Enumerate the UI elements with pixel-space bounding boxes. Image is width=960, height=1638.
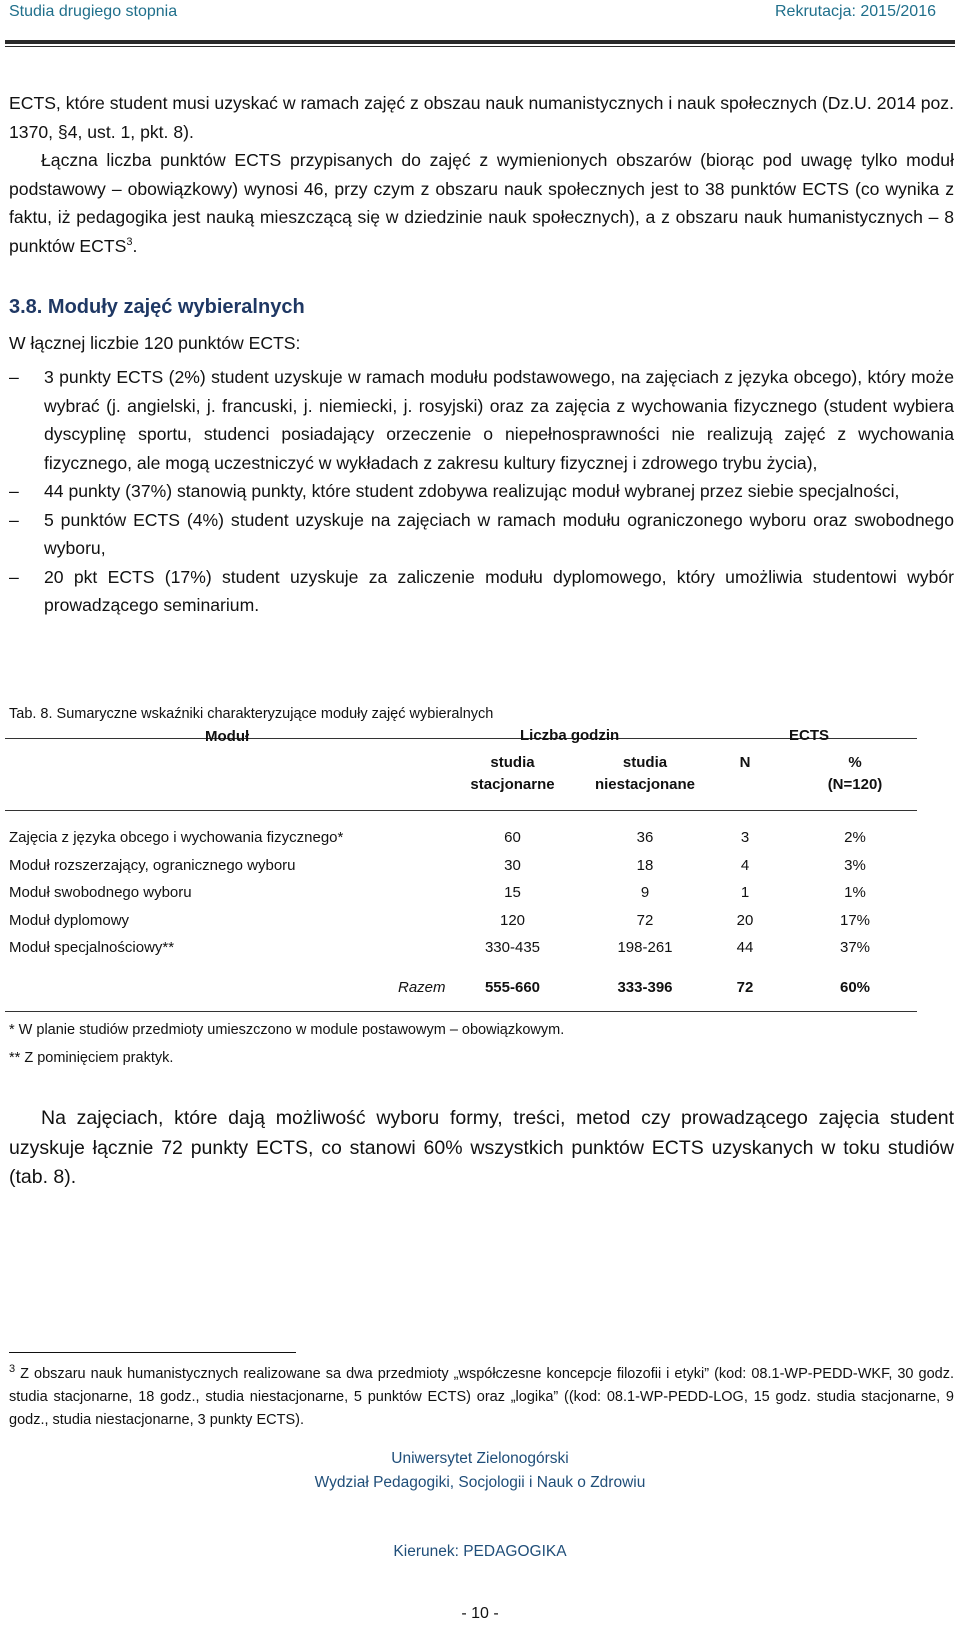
paragraph-ects-areas: ECTS, które student musi uzyskać w ramach zajęć z obszau nauk numanistycznych i nauk społecznych (Dz.U. 2014 poz. 1370, §4, ust. 1, pkt. 8). [9,93,954,142]
row-module-name: Moduł dyplomowy [9,912,130,929]
row-pct: 17% [839,912,871,929]
closing-paragraph: Na zajęciach, które dają możliwość wyboru formy, treści, metod czy prowadzącego zajęcia student uzyskuje łącznie 72 punkty ECTS, co stanowi 60% wszystkich punktów ECTS uzyskanych w toku studiów (tab. 8). [9,1107,954,1188]
header-right-text: Rekrutacja: 2015/2016 [775,3,936,20]
header-pct-1: % [848,754,862,771]
list-item [9,477,954,506]
table-caption: Tab. 8. Sumaryczne wskaźniki charakteryzujące moduły zajęć wybieralnych [9,706,494,722]
footnote [9,1363,954,1432]
header-left-text: Studia drugiego stopnia [9,3,178,20]
bullet-list [9,363,954,620]
footnote-text: Z obszaru nauk humanistycznych realizowane sa dwa przedmioty „współczesne koncepcje filozofii i etyki” (kod: 08.1-WP-PEDD-WKF, 30 godz. studia stacjonarne, 18 godz., studia niestacjonarne, 5 punktów ECTS) oraz „logika” ((kod: 08.1-WP-PEDD-LOG, 15 godz. studia stacjonarne, 9 godz., studia niestacjonarne, 3 punkty ECTS). [9,1366,954,1428]
total-niestac: 333-396 [617,979,673,996]
header-niestac-2: niestacjonane [594,776,696,793]
row-stac: 30 [504,857,521,874]
header-module-text: Moduł [205,728,250,745]
row-n: 4 [740,857,750,874]
dash-bullet-icon: – [9,367,19,387]
total-label: Razem [398,979,446,996]
row-pct: 1% [844,884,866,901]
header-pct-2: (N=120) [827,776,883,793]
row-pct: 3% [844,857,866,874]
row-pct: 37% [839,939,871,956]
footnote-ref[interactable]: 3 [126,235,133,248]
row-module-name: Moduł swobodnego wyboru [9,884,192,901]
page-header [0,0,960,30]
list-item [9,363,954,477]
list-item-text: 44 punkty (37%) stanowią punkty, które student zdobywa realizując moduł wybranej przez siebie specjalności, [44,481,900,501]
header-ects: ECTS [789,727,830,744]
header-hours: Liczba godzin [520,727,620,744]
row-stac: 120 [499,912,526,929]
table-header-rule [5,810,917,811]
row-module-name: Moduł rozszerzający, ogranicznego wyboru [9,857,296,874]
row-n: 20 [736,912,754,929]
row-module-name: Zajęcia z języka obcego i wychowania fizycznego* [9,829,344,846]
section-intro: W łącznej liczbie 120 punktów ECTS: [9,333,301,353]
table-bottom-rule [5,1011,917,1012]
table-top-rule [5,738,917,739]
table-note: * W planie studiów przedmioty umieszczono w module postawowym – obowiązkowym. [9,1022,565,1038]
paragraph-end-dot: . [132,235,138,256]
dash-bullet-icon: – [9,566,19,587]
table-note: ** Z pominięciem praktyk. [9,1050,174,1066]
header-n: N [739,754,751,771]
list-item [9,563,954,620]
row-module-name: Moduł specjalnościowy** [9,939,175,956]
row-niestac: 36 [636,829,654,846]
paragraph-ects-total [9,146,954,260]
header-module [205,727,249,747]
header-rule-thin [5,46,955,47]
list-item-text: 5 punktów ECTS (4%) student uzyskuje na zajęciach w ramach modułu ograniczonego wyboru oraz swobodnego wyboru, [44,509,954,558]
footnote-mark: 3 [9,1363,16,1376]
row-niestac: 9 [640,884,650,901]
footer-faculty: Wydział Pedagogiki, Socjologii i Nauk o Zdrowiu [314,1474,646,1491]
footnote-separator [9,1352,296,1353]
row-stac: 330-435 [484,939,541,956]
total-pct: 60% [839,979,871,996]
row-n: 3 [740,829,750,846]
list-item-text: 20 pkt ECTS (17%) student uzyskuje za zaliczenie modułu dyplomowego, który umożliwia studentowi wybór prowadzącego seminarium. [44,566,954,615]
row-niestac: 18 [636,857,654,874]
header-niestac-1: studia [622,754,668,771]
row-n: 1 [740,884,750,901]
row-niestac: 198-261 [617,939,673,956]
list-item [9,506,954,563]
footer-field: Kierunek: PEDAGOGIKA [393,1543,567,1560]
page-number: - 10 - [461,1605,499,1622]
dash-bullet-icon: – [9,509,19,530]
dash-bullet-icon: – [9,481,19,501]
header-stac-1: studia [490,754,535,771]
row-pct: 2% [844,829,866,846]
row-niestac: 72 [636,912,654,929]
header-stac-2: stacjonarne [470,776,555,793]
footer-university: Uniwersytet Zielonogórski [391,1450,569,1467]
paragraph-ects-total-text: Łączna liczba punktów ECTS przypisanych do zajęć z wymienionych obszarów (biorąc pod uwagę tylko moduł podstawowy – obowiązkowy) wynosi 46, przy czym z obszaru nauk społecznych jest to 38 punktów ECTS (co wynika z faktu, iż pedagogika jest nauką mieszczącą się w dziedzinie nauk społecznych), a z obszaru nauk humanistycznych – 8 punktów ECTS [9,150,954,256]
header-rule-thick [5,40,955,44]
row-n: 44 [736,939,754,956]
total-stac: 555-660 [484,979,541,996]
total-n: 72 [736,979,754,996]
list-item-text: 3 punkty ECTS (2%) student uzyskuje w ramach modułu podstawowego, na zajęciach z języka obcego), który może wybrać (j. angielski, j. francuski, j. niemiecki, j. rosyjski) oraz za zajęcia z wychowania fizycznego (student wybiera dyscyplinę sportu, studenci posiadający orzeczenie o niepełnosprawności nie realizują zajęć z wychowania fizycznego, ale mogą uczestniczyć w wykładach z zakresu kultury fizycznej i zdrowego trybu życia), [44,367,954,473]
row-stac: 15 [504,884,521,901]
section-title: 3.8. Moduły zajęć wybieralnych [9,296,305,318]
row-stac: 60 [504,829,521,846]
